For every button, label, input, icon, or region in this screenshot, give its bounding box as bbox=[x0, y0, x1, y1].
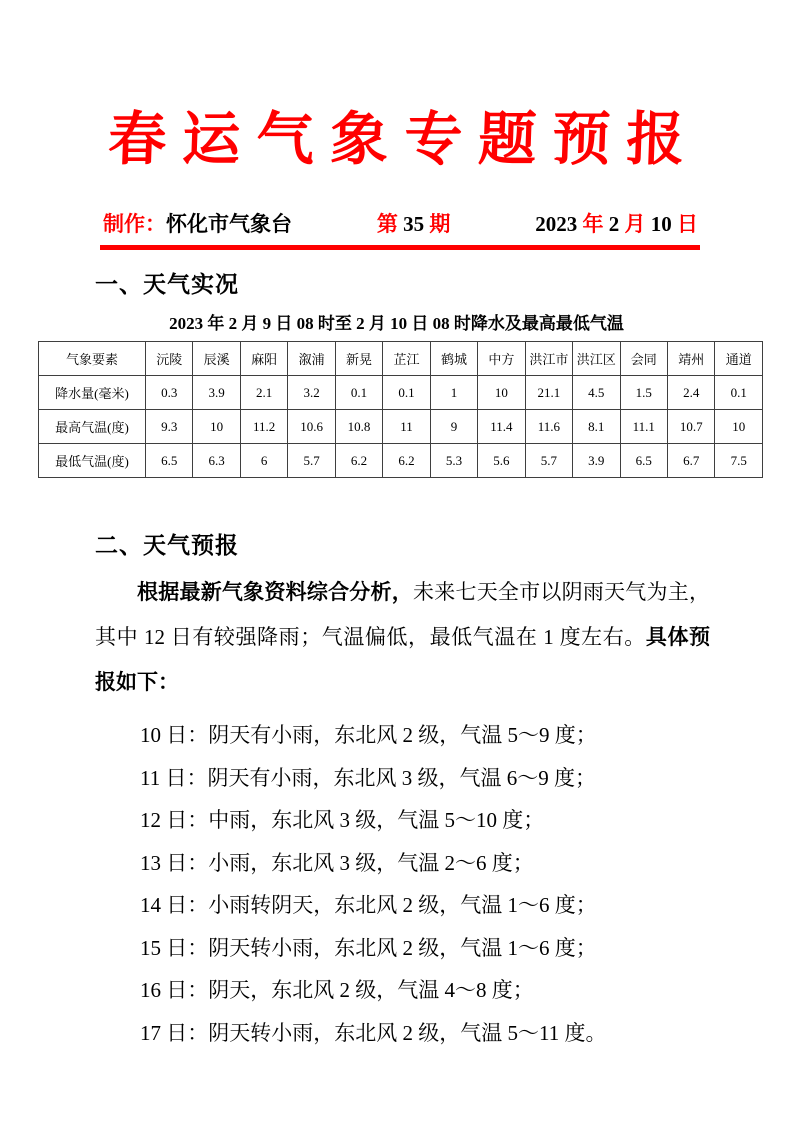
table-cell: 2.1 bbox=[240, 376, 287, 410]
table-cell: 11 bbox=[383, 410, 430, 444]
table-cell: 10.7 bbox=[667, 410, 714, 444]
forecast-line: 15 日：阴天转小雨，东北风 2 级，气温 1～6 度； bbox=[140, 935, 597, 960]
table-title: 2023 年 2 月 9 日 08 时至 2 月 10 日 08 时降水及最高最低气温 bbox=[169, 314, 624, 333]
table-row bbox=[39, 376, 763, 410]
forecast-line: 17 日：阴天转小雨，东北风 2 级，气温 5～11 度。 bbox=[140, 1020, 607, 1045]
table-cell: 3.9 bbox=[193, 376, 240, 410]
table-header-cell: 芷江 bbox=[383, 342, 430, 376]
intro-body: 未来七天全市以阴雨天气为主，其中 12 日有较强降雨；气温偏低，最低气温在 1 度左右。 bbox=[95, 580, 710, 649]
row-label-cell: 降水量(毫米) bbox=[39, 376, 146, 410]
weather-table bbox=[38, 341, 763, 478]
table-cell: 10 bbox=[715, 410, 763, 444]
table-header-cell: 靖州 bbox=[667, 342, 714, 376]
issue-number: 第 35 期 bbox=[376, 212, 451, 236]
forecast-line: 13 日：小雨，东北风 3 级，气温 2～6 度； bbox=[140, 850, 534, 875]
table-cell: 8.1 bbox=[573, 410, 620, 444]
forecast-line: 10 日：阴天有小雨，东北风 2 级，气温 5～9 度； bbox=[140, 723, 597, 747]
table-cell: 0.1 bbox=[715, 376, 763, 410]
producer-label: 制作： bbox=[103, 212, 166, 236]
table-cell: 5.7 bbox=[525, 444, 572, 478]
table-cell: 10 bbox=[193, 410, 240, 444]
table-header-cell: 辰溪 bbox=[193, 342, 240, 376]
table-cell: 6.2 bbox=[383, 444, 430, 478]
table-cell: 11.6 bbox=[525, 410, 572, 444]
table-cell: 3.9 bbox=[573, 444, 620, 478]
forecast-line: 16 日：阴天，东北风 2 级，气温 4～8 度； bbox=[140, 978, 534, 1002]
table-cell: 3.2 bbox=[288, 376, 335, 410]
section1-heading: 一、天气实况 bbox=[95, 272, 239, 297]
header-divider bbox=[100, 245, 700, 250]
table-cell: 6.7 bbox=[667, 444, 714, 478]
intro-lead: 根据最新气象资料综合分析， bbox=[137, 580, 413, 604]
table-row bbox=[39, 444, 763, 478]
forecast-line: 11 日：阴天有小雨，东北风 3 级，气温 6～9 度； bbox=[140, 765, 596, 790]
table-cell: 0.1 bbox=[383, 376, 430, 410]
row-label-cell: 最高气温(度) bbox=[39, 410, 146, 444]
table-cell: 11.2 bbox=[240, 410, 287, 444]
table-header-cell: 新晃 bbox=[335, 342, 382, 376]
table-cell: 6 bbox=[240, 444, 287, 478]
table-cell: 6.3 bbox=[193, 444, 240, 478]
issue-date: 2023 年 2 月 10 日 bbox=[535, 212, 698, 236]
table-cell: 4.5 bbox=[573, 376, 620, 410]
table-cell: 5.7 bbox=[288, 444, 335, 478]
section2-heading: 二、天气预报 bbox=[95, 533, 239, 558]
page-title: 春运气象专题预报 bbox=[107, 107, 702, 172]
table-cell: 1.5 bbox=[620, 376, 667, 410]
table-cell: 6.5 bbox=[146, 444, 193, 478]
table-cell: 1 bbox=[430, 376, 477, 410]
table-cell: 2.4 bbox=[667, 376, 714, 410]
row-label-cell: 最低气温(度) bbox=[39, 444, 146, 478]
table-cell: 0.1 bbox=[335, 376, 382, 410]
table-header-row bbox=[39, 342, 763, 376]
table-cell: 5.6 bbox=[478, 444, 525, 478]
table-cell: 10 bbox=[478, 376, 525, 410]
table-cell: 5.3 bbox=[430, 444, 477, 478]
forecast-line: 12 日：中雨，东北风 3 级，气温 5～10 度； bbox=[140, 808, 545, 832]
table-header-cell: 气象要素 bbox=[39, 342, 146, 376]
table-cell: 11.4 bbox=[478, 410, 525, 444]
table-cell: 0.3 bbox=[146, 376, 193, 410]
document-meta-row bbox=[103, 208, 698, 238]
table-header-cell: 麻阳 bbox=[240, 342, 287, 376]
table-header-cell: 会同 bbox=[620, 342, 667, 376]
table-cell: 11.1 bbox=[620, 410, 667, 444]
table-header-cell: 中方 bbox=[478, 342, 525, 376]
table-header-cell: 通道 bbox=[715, 342, 763, 376]
table-header-cell: 洪江市 bbox=[525, 342, 572, 376]
table-cell: 10.6 bbox=[288, 410, 335, 444]
table-header-cell: 溆浦 bbox=[288, 342, 335, 376]
table-cell: 9.3 bbox=[146, 410, 193, 444]
table-cell: 21.1 bbox=[525, 376, 572, 410]
intro-tail: 具体预报如下： bbox=[95, 625, 711, 694]
weather-table-head bbox=[39, 342, 763, 376]
forecast-list bbox=[140, 714, 793, 1054]
table-cell: 7.5 bbox=[715, 444, 763, 478]
table-row bbox=[39, 410, 763, 444]
table-cell: 9 bbox=[430, 410, 477, 444]
weather-table-body bbox=[39, 376, 763, 478]
table-cell: 10.8 bbox=[335, 410, 382, 444]
table-header-cell: 洪江区 bbox=[573, 342, 620, 376]
table-header-cell: 鹤城 bbox=[430, 342, 477, 376]
table-cell: 6.2 bbox=[335, 444, 382, 478]
producer-value: 怀化市气象台 bbox=[166, 212, 292, 236]
forecast-intro bbox=[95, 570, 710, 705]
forecast-line: 14 日：小雨转阴天，东北风 2 级，气温 1～6 度； bbox=[140, 893, 597, 917]
table-cell: 6.5 bbox=[620, 444, 667, 478]
producer bbox=[103, 208, 292, 238]
table-header-cell: 沅陵 bbox=[146, 342, 193, 376]
